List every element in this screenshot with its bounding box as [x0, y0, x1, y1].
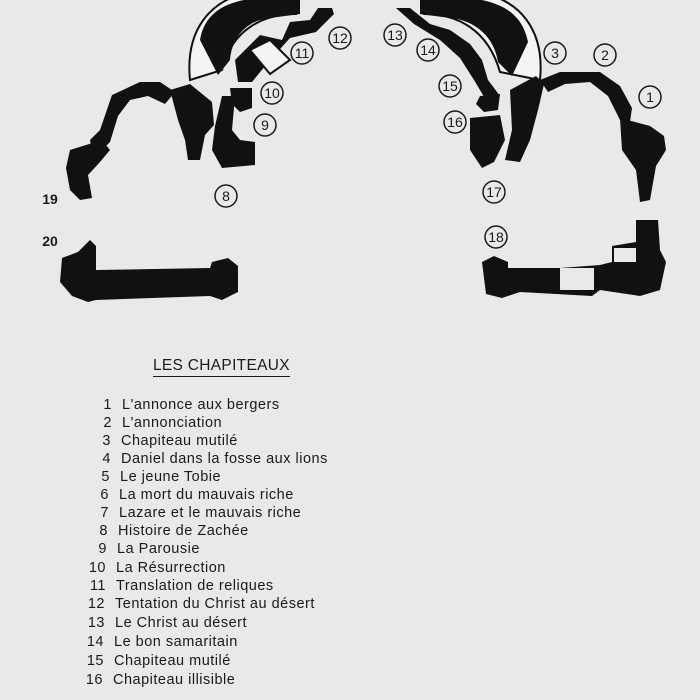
legend-item [84, 469, 221, 485]
legend-item-text: Translation de reliques [116, 578, 274, 594]
legend-item [85, 433, 238, 449]
legend-item [86, 415, 222, 431]
marker-label: 10 [264, 85, 280, 101]
marker-label: 17 [486, 184, 502, 200]
legend-item [82, 523, 249, 539]
legend-item-number: 9 [98, 541, 107, 557]
marker-label: 19 [42, 191, 58, 207]
legend-item [78, 653, 231, 669]
legend-item-text: Chapiteau mutilé [114, 653, 231, 669]
marker-label: 3 [551, 45, 559, 61]
legend-item-text: Le Christ au désert [115, 615, 248, 631]
legend-title: LES CHAPITEAUX [153, 357, 290, 377]
legend-item [83, 487, 294, 503]
legend-item-number: 8 [99, 523, 108, 539]
marker-label: 13 [387, 27, 403, 43]
legend-item-text: L'annonciation [122, 415, 223, 431]
marker-label: 15 [442, 78, 458, 94]
marker-label: 9 [261, 117, 269, 133]
legend-item-number: 1 [103, 397, 112, 413]
legend-item-text: La mort du mauvais riche [119, 487, 294, 503]
legend-item-text: Daniel dans la fosse aux lions [121, 451, 328, 467]
legend-item-number: 14 [86, 634, 104, 650]
legend-item-text: Chapiteau illisible [113, 672, 236, 688]
marker-label: 16 [447, 114, 463, 130]
legend-item-number: 16 [85, 672, 103, 688]
legend-item-number: 10 [88, 560, 106, 576]
legend-item [83, 505, 301, 521]
legend-item [80, 560, 226, 576]
legend-item-number: 13 [87, 615, 105, 631]
legend-item-text: L'annonce aux bergers [122, 397, 280, 413]
legend-item-number: 2 [103, 415, 112, 431]
marker-label: 1 [646, 89, 654, 105]
marker-label: 12 [332, 30, 348, 46]
legend-item [81, 541, 200, 557]
legend-item [79, 615, 247, 631]
legend-item-number: 6 [100, 487, 109, 503]
marker-label: 18 [488, 229, 504, 245]
right-apse-walls [396, 0, 666, 202]
legend-item [79, 596, 315, 612]
legend-item-text: Chapiteau mutilé [121, 433, 238, 449]
legend-item [86, 397, 280, 413]
marker-label: 14 [420, 42, 436, 58]
marker-label: 2 [601, 47, 609, 63]
legend-item-number: 4 [102, 451, 111, 467]
right-nave-wall [482, 220, 666, 298]
legend-item [85, 451, 328, 467]
legend-item-text: Tentation du Christ au désert [115, 596, 315, 612]
legend-item-text: La Parousie [117, 541, 200, 557]
legend-item [78, 634, 238, 650]
legend-item-text: Lazare et le mauvais riche [119, 505, 302, 521]
legend-item-text: Le jeune Tobie [120, 469, 222, 485]
marker-label: 20 [42, 233, 58, 249]
legend-item-number: 3 [102, 433, 111, 449]
legend-item [80, 578, 274, 594]
legend-item-number: 11 [89, 578, 106, 594]
left-apse-walls [66, 0, 334, 200]
legend-item-text: Histoire de Zachée [118, 523, 249, 539]
legend-item-text: La Résurrection [116, 560, 226, 576]
legend-item-text: Le bon samaritain [114, 634, 238, 650]
legend-item [77, 672, 235, 688]
legend-item-number: 12 [87, 596, 105, 612]
marker-label: 8 [222, 188, 230, 204]
church-floor-plan [0, 0, 700, 340]
legend-item-number: 15 [86, 653, 104, 669]
legend-item-number: 5 [101, 469, 110, 485]
marker-label: 11 [294, 45, 310, 61]
plan-markers [42, 24, 661, 249]
legend-item-number: 7 [100, 505, 109, 521]
left-nave-wall [60, 240, 238, 302]
